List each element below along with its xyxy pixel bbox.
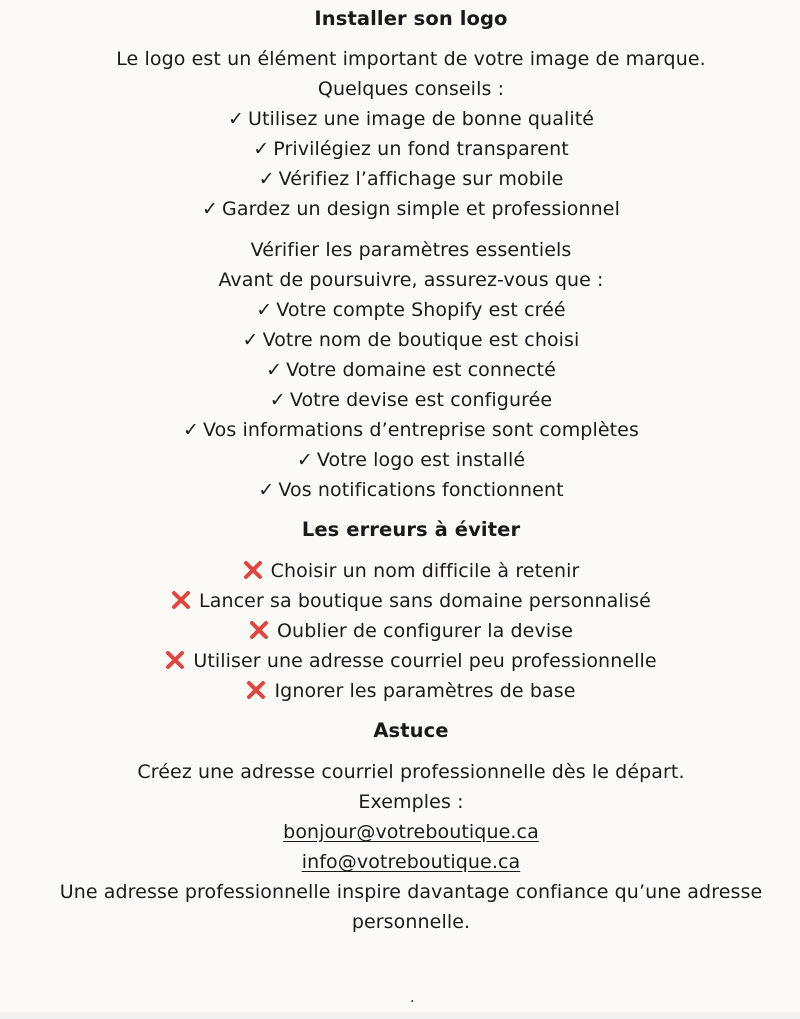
logo-tip-item: [0, 137, 800, 161]
tip-examples-label: Exemples :: [358, 791, 464, 813]
tip-intro: Créez une adresse courriel professionnelle dès le départ.: [137, 761, 685, 783]
logo-tip-text: Gardez un design simple et professionnel: [222, 198, 620, 220]
verify-item: [0, 358, 800, 382]
error-item: [0, 589, 800, 613]
verify-item-text: Vos informations d’entreprise sont complètes: [203, 419, 639, 441]
email-link-bonjour[interactable]: bonjour@votreboutique.ca: [283, 821, 539, 843]
check-mark-icon: ✓: [269, 389, 286, 411]
section-title-logo: Installer son logo: [314, 7, 508, 30]
error-item-text: Lancer sa boutique sans domaine personnalisé: [199, 590, 651, 612]
check-mark-icon: ✓: [256, 299, 273, 321]
email-link-info[interactable]: info@votreboutique.ca: [301, 851, 521, 873]
check-mark-icon: ✓: [242, 329, 259, 351]
error-item-text: Ignorer les paramètres de base: [274, 680, 576, 702]
check-mark-icon: ✓: [253, 138, 270, 160]
section-title-errors: Les erreurs à éviter: [301, 518, 521, 541]
verify-item-text: Votre nom de boutique est choisi: [262, 329, 580, 351]
bottom-divider: [0, 1012, 800, 1019]
cross-mark-icon: [171, 590, 191, 610]
verify-item: [0, 298, 800, 322]
section-title-verify: Vérifier les paramètres essentiels: [250, 239, 572, 261]
error-item: [0, 619, 800, 643]
logo-tip-item: [0, 107, 800, 131]
error-item: [0, 679, 800, 703]
cross-mark-icon: [249, 620, 269, 640]
check-mark-icon: ✓: [202, 198, 219, 220]
cross-mark-icon: [243, 560, 263, 580]
logo-subtitle: Quelques conseils :: [317, 78, 505, 100]
check-mark-icon: ✓: [227, 108, 244, 130]
tip-closing-line-1: Une adresse professionnelle inspire davantage confiance qu’une adresse: [59, 881, 763, 903]
tip-example-item: [0, 820, 800, 844]
verify-item-text: Votre logo est installé: [316, 449, 526, 471]
tip-example-item: [0, 850, 800, 874]
verify-item: [0, 418, 800, 442]
verify-item: [0, 478, 800, 502]
error-item-text: Choisir un nom difficile à retenir: [270, 560, 580, 582]
logo-tip-text: Utilisez une image de bonne qualité: [247, 108, 595, 130]
cross-mark-icon: [246, 680, 266, 700]
check-mark-icon: ✓: [296, 449, 313, 471]
cross-mark-icon: [165, 650, 185, 670]
verify-item: [0, 448, 800, 472]
check-mark-icon: ✓: [183, 419, 200, 441]
logo-tip-item: [0, 197, 800, 221]
tip-closing-line-2: personnelle.: [351, 911, 471, 933]
logo-tip-text: Privilégiez un fond transparent: [273, 138, 569, 160]
footer-dot: .: [410, 990, 415, 1006]
check-mark-icon: ✓: [266, 359, 283, 381]
logo-intro: Le logo est un élément important de votre image de marque.: [116, 48, 706, 70]
error-item: [0, 559, 800, 583]
verify-item: [0, 328, 800, 352]
section-title-tip: Astuce: [373, 719, 449, 742]
logo-tip-text: Vérifiez l’affichage sur mobile: [278, 168, 564, 190]
error-item-text: Utiliser une adresse courriel peu professionnelle: [193, 650, 657, 672]
verify-item-text: Vos notifications fonctionnent: [278, 479, 564, 501]
verify-item-text: Votre domaine est connecté: [286, 359, 556, 381]
verify-intro: Avant de poursuivre, assurez-vous que :: [218, 269, 604, 291]
logo-tip-item: [0, 167, 800, 191]
check-mark-icon: ✓: [258, 168, 275, 190]
error-item-text: Oublier de configurer la devise: [277, 620, 573, 642]
check-mark-icon: ✓: [258, 479, 275, 501]
verify-item: [0, 388, 800, 412]
verify-item-text: Votre compte Shopify est créé: [276, 299, 566, 321]
error-item: [0, 649, 800, 673]
verify-item-text: Votre devise est configurée: [289, 389, 553, 411]
